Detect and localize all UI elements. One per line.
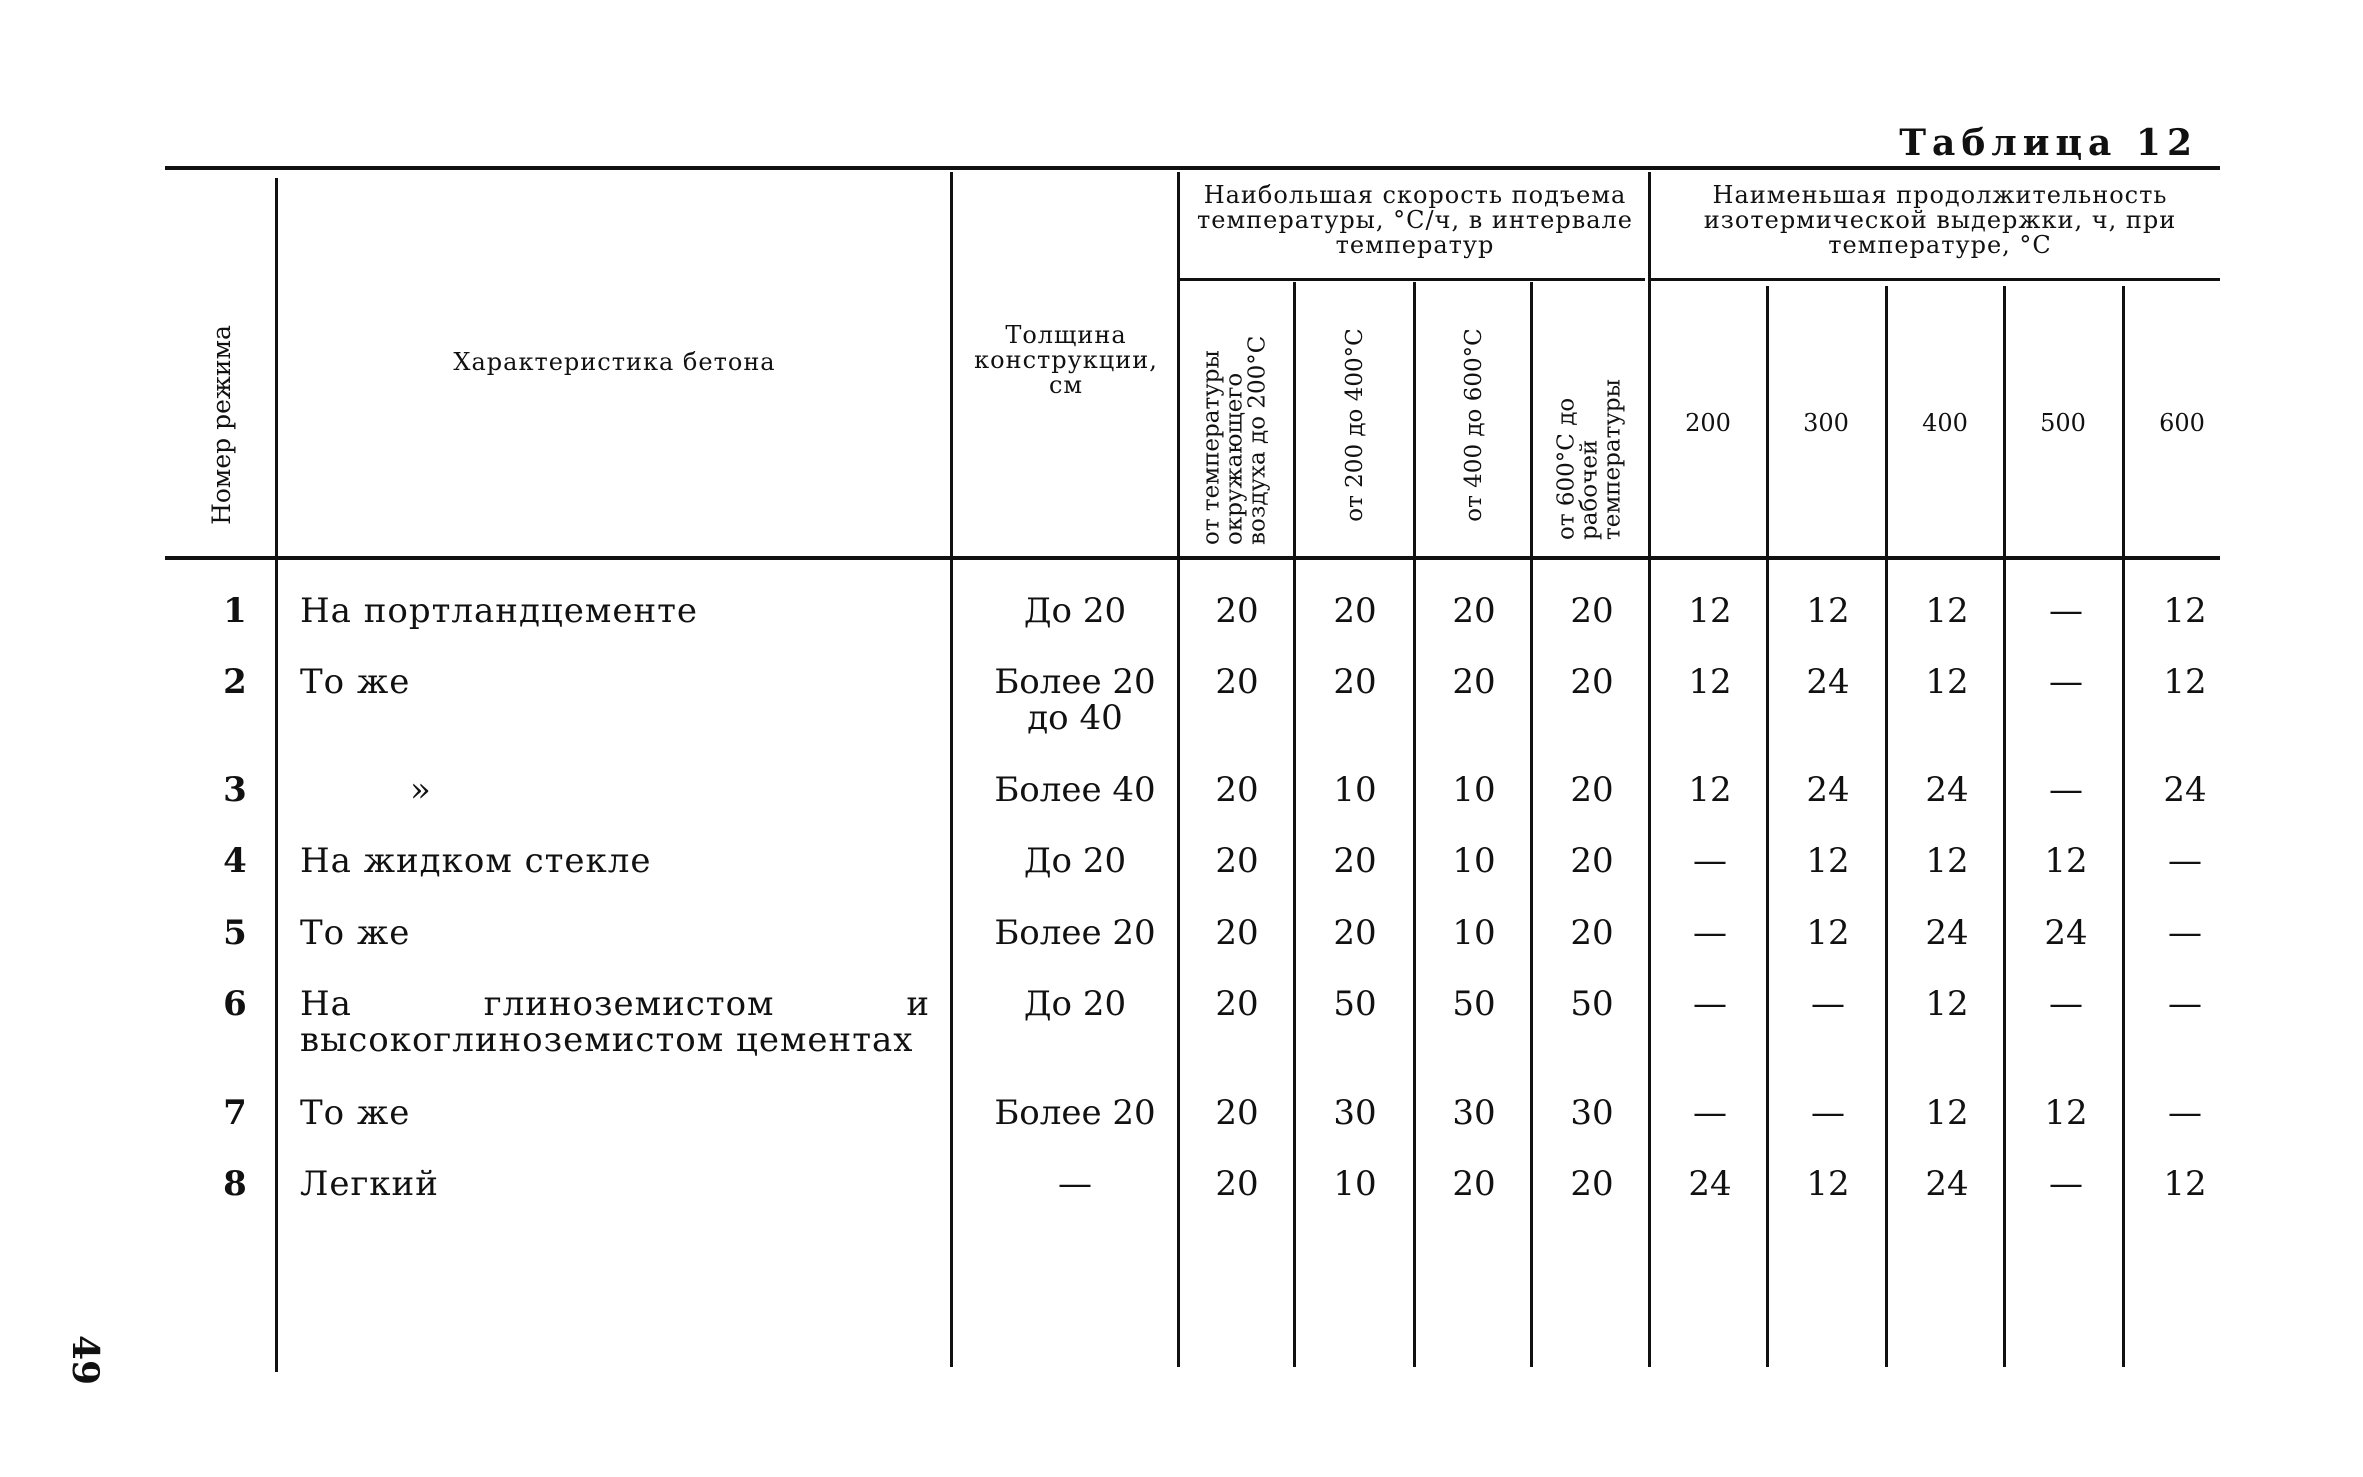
row-rate-value: 20 — [1215, 1164, 1259, 1204]
row-hold-value: — — [2049, 984, 2083, 1024]
header-hold-col-5: 600 — [2159, 409, 2205, 437]
top-rule — [165, 166, 2220, 170]
header-rate-col-2: от 200 до 400°С — [1342, 328, 1368, 522]
row-rate-value: 20 — [1452, 662, 1496, 702]
col-rule-5 — [1413, 282, 1416, 1367]
row-hold-value: 24 — [1806, 662, 1850, 702]
row-hold-value: 24 — [1806, 770, 1850, 810]
row-rate-value: 20 — [1215, 770, 1259, 810]
row-thickness: Более 20 — [994, 1093, 1156, 1133]
row-hold-value: 24 — [1925, 770, 1969, 810]
row-characteristic: » — [410, 770, 432, 810]
header-mode-number: Номер режима — [207, 325, 236, 525]
row-rate-value: 20 — [1215, 662, 1259, 702]
row-hold-value: — — [2168, 841, 2202, 881]
row-thickness: До 20 — [1023, 984, 1127, 1024]
row-rate-value: 10 — [1452, 770, 1496, 810]
row-hold-value: 12 — [1688, 770, 1732, 810]
row-rate-value: 10 — [1333, 1164, 1377, 1204]
row-hold-value: 12 — [1925, 662, 1969, 702]
row-mode-number: 7 — [223, 1093, 247, 1133]
row-rate-value: 50 — [1452, 984, 1496, 1024]
row-rate-value: 30 — [1452, 1093, 1496, 1133]
row-hold-value: 12 — [1688, 662, 1732, 702]
row-hold-value: — — [1811, 984, 1845, 1024]
row-hold-value: 12 — [2044, 1093, 2088, 1133]
row-rate-value: 20 — [1570, 841, 1614, 881]
row-thickness: — — [1058, 1164, 1092, 1204]
row-rate-value: 20 — [1570, 591, 1614, 631]
row-rate-value: 10 — [1333, 770, 1377, 810]
header-hold-col-2: 300 — [1803, 409, 1849, 437]
row-hold-value: 12 — [2163, 1164, 2207, 1204]
row-mode-number: 3 — [223, 770, 247, 810]
header-characteristic: Характеристика бетона — [453, 348, 776, 376]
table-title: Таблица 12 — [1899, 122, 2198, 164]
row-hold-value: — — [2049, 591, 2083, 631]
row-characteristic: На жидком стекле — [300, 841, 652, 881]
row-hold-value: 12 — [1806, 591, 1850, 631]
header-hold-col-4: 500 — [2040, 409, 2086, 437]
col-rule-2 — [950, 172, 953, 1367]
row-rate-value: 20 — [1333, 662, 1377, 702]
row-characteristic: На портландцементе — [300, 591, 699, 631]
row-hold-value: — — [2168, 1093, 2202, 1133]
row-rate-value: 20 — [1215, 841, 1259, 881]
hold-subrule — [1650, 278, 2220, 281]
row-rate-value: 50 — [1570, 984, 1614, 1024]
row-thickness: Более 20 до 40 — [994, 662, 1156, 738]
header-rate-group: Наибольшая скорость подъема температуры, °С/ч, в интервале температур — [1197, 181, 1633, 259]
row-hold-value: — — [2168, 984, 2202, 1024]
col-rule-8 — [1766, 286, 1769, 1367]
row-hold-value: 12 — [1925, 591, 1969, 631]
row-hold-value: 12 — [1806, 841, 1850, 881]
header-rate-col-4: от 600°С до рабочей температуры — [1553, 379, 1626, 540]
row-rate-value: 10 — [1452, 841, 1496, 881]
row-rate-value: 20 — [1215, 913, 1259, 953]
row-hold-value: 12 — [1688, 591, 1732, 631]
row-rate-value: 20 — [1570, 770, 1614, 810]
header-rate-col-1: от температуры окружающего воздуха до 200°С — [1198, 335, 1271, 545]
row-thickness: До 20 — [1023, 841, 1127, 881]
col-rule-10 — [2003, 286, 2006, 1367]
row-characteristic: Легкий — [300, 1164, 439, 1204]
row-characteristic: То же — [300, 1093, 411, 1133]
row-hold-value: 12 — [2044, 841, 2088, 881]
row-rate-value: 20 — [1452, 591, 1496, 631]
col-rule-1 — [275, 178, 278, 1372]
row-hold-value: 12 — [1925, 984, 1969, 1024]
col-rule-11 — [2122, 286, 2125, 1367]
col-rule-6 — [1530, 282, 1533, 1367]
page-number: 49 — [64, 1335, 106, 1386]
row-thickness: До 20 — [1023, 591, 1127, 631]
col-rule-4 — [1293, 282, 1296, 1367]
header-rate-col-3: от 400 до 600°С — [1461, 328, 1487, 522]
col-rule-7 — [1648, 172, 1651, 1367]
row-rate-value: 30 — [1333, 1093, 1377, 1133]
row-mode-number: 6 — [223, 984, 247, 1024]
row-mode-number: 2 — [223, 662, 247, 702]
row-rate-value: 20 — [1570, 913, 1614, 953]
row-mode-number: 5 — [223, 913, 247, 953]
row-rate-value: 50 — [1333, 984, 1377, 1024]
row-thickness: Более 40 — [994, 770, 1156, 810]
row-hold-value: 12 — [2163, 662, 2207, 702]
row-characteristic: На глиноземистом и высокоглиноземистом цементах — [300, 984, 930, 1060]
row-hold-value: 24 — [1688, 1164, 1732, 1204]
row-hold-value: 12 — [2163, 591, 2207, 631]
row-characteristic: То же — [300, 662, 411, 702]
row-rate-value: 20 — [1215, 591, 1259, 631]
row-rate-value: 20 — [1570, 662, 1614, 702]
col-rule-3 — [1177, 172, 1180, 1367]
row-rate-value: 20 — [1215, 984, 1259, 1024]
row-hold-value: — — [2168, 913, 2202, 953]
rate-subrule — [1177, 278, 1645, 281]
row-rate-value: 20 — [1452, 1164, 1496, 1204]
row-hold-value: — — [2049, 662, 2083, 702]
row-hold-value: 24 — [1925, 1164, 1969, 1204]
col-rule-9 — [1885, 286, 1888, 1367]
row-mode-number: 1 — [223, 591, 247, 631]
row-rate-value: 20 — [1333, 841, 1377, 881]
row-hold-value: — — [1693, 984, 1727, 1024]
row-rate-value: 10 — [1452, 913, 1496, 953]
row-hold-value: — — [2049, 1164, 2083, 1204]
row-thickness: Более 20 — [994, 913, 1156, 953]
row-hold-value: 24 — [2163, 770, 2207, 810]
row-characteristic: То же — [300, 913, 411, 953]
row-rate-value: 20 — [1333, 913, 1377, 953]
row-hold-value: — — [1693, 1093, 1727, 1133]
row-hold-value: 12 — [1925, 1093, 1969, 1133]
row-hold-value: 12 — [1806, 913, 1850, 953]
header-bottom-rule — [165, 556, 2220, 560]
row-rate-value: 30 — [1570, 1093, 1614, 1133]
row-rate-value: 20 — [1333, 591, 1377, 631]
header-thickness: Толщина конструкции, см — [974, 321, 1158, 399]
row-hold-value: 12 — [1925, 841, 1969, 881]
row-hold-value: — — [1693, 841, 1727, 881]
row-hold-value: — — [1693, 913, 1727, 953]
row-rate-value: 20 — [1570, 1164, 1614, 1204]
header-hold-col-1: 200 — [1685, 409, 1731, 437]
header-hold-col-3: 400 — [1922, 409, 1968, 437]
header-hold-group: Наименьшая продолжительность изотермической выдержки, ч, при температуре, °С — [1703, 181, 2177, 259]
row-rate-value: 20 — [1215, 1093, 1259, 1133]
row-mode-number: 8 — [223, 1164, 247, 1204]
row-hold-value: — — [2049, 770, 2083, 810]
row-hold-value: 24 — [1925, 913, 1969, 953]
row-hold-value: — — [1811, 1093, 1845, 1133]
row-mode-number: 4 — [223, 841, 247, 881]
row-hold-value: 24 — [2044, 913, 2088, 953]
row-hold-value: 12 — [1806, 1164, 1850, 1204]
